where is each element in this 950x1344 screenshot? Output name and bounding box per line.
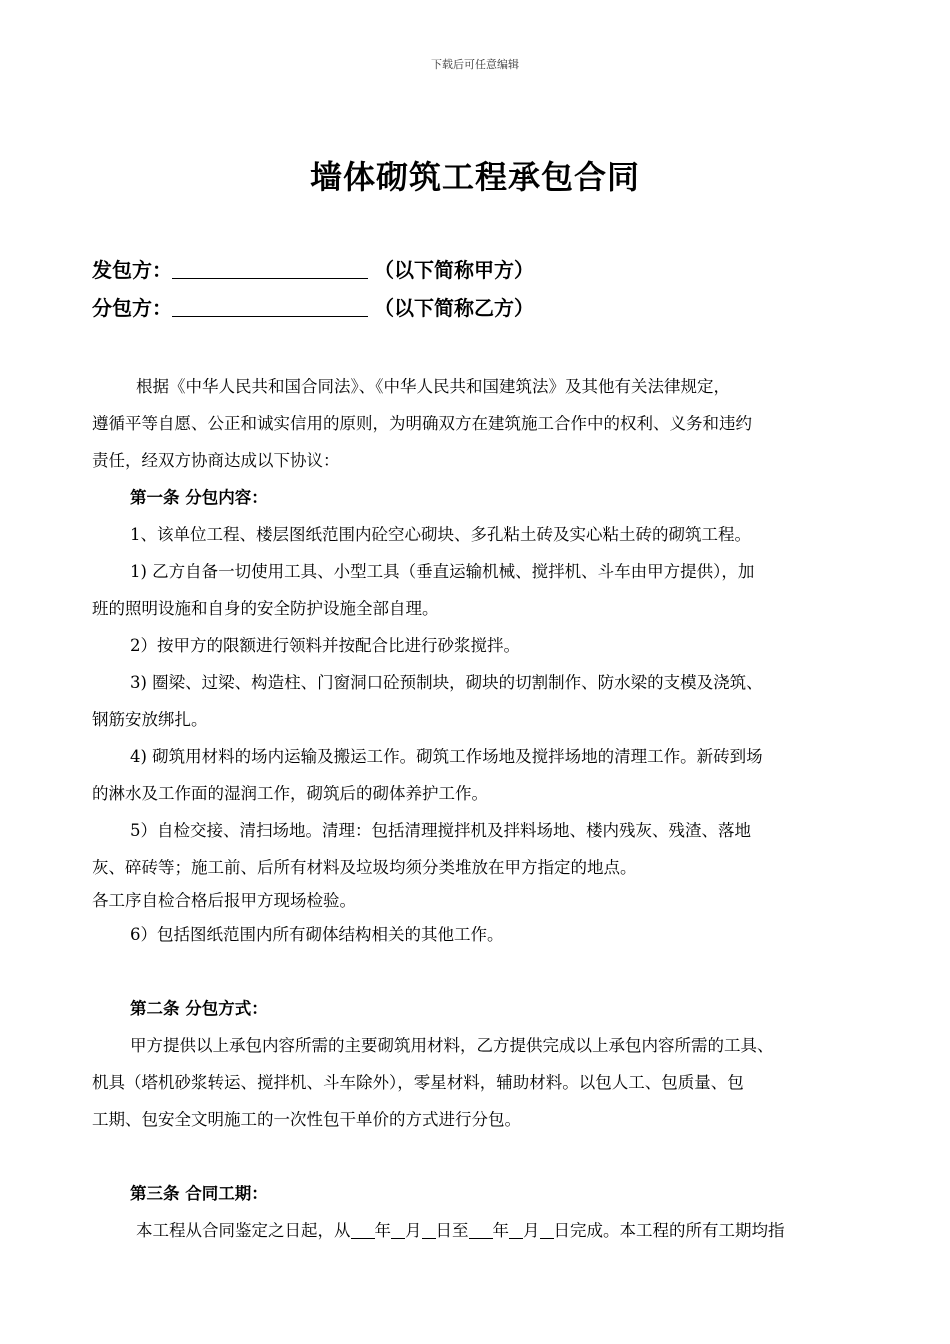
day-blank xyxy=(422,1222,436,1239)
party-a-suffix: （以下简称甲方） xyxy=(374,258,534,282)
party-a-line xyxy=(92,254,534,283)
article1-line: 班的照明设施和自身的安全防护设施全部自理。 xyxy=(92,599,439,618)
article2-line: 机具（塔机砂浆转运、搅拌机、斗车除外），零星材料，辅助材料。以包人工、包质量、包 xyxy=(92,1073,744,1092)
party-b-blank xyxy=(172,298,368,317)
article2-heading: 第二条 分包方式： xyxy=(130,999,268,1018)
article1-line: 4) 砌筑用材料的场内运输及搬运工作。砌筑工作场地及搅拌场地的清理工作。新砖到场 xyxy=(130,747,763,766)
spacer xyxy=(92,953,872,990)
article1-line: 的淋水及工作面的湿润工作，砌筑后的砌体养护工作。 xyxy=(92,784,488,803)
article1-line: 5）自检交接、清扫场地。清理：包括清理搅拌机及拌料场地、楼内残灰、残渣、落地 xyxy=(130,821,751,840)
spacer xyxy=(92,1138,872,1175)
contract-body xyxy=(92,368,872,1249)
month-blank xyxy=(509,1222,523,1239)
article2-line: 工期、包安全文明施工的一次性包干单价的方式进行分包。 xyxy=(92,1110,521,1129)
day-blank xyxy=(540,1222,554,1239)
article1-line: 钢筋安放绑扎。 xyxy=(92,710,208,729)
article1-line: 1、该单位工程、楼层图纸范围内砼空心砌块、多孔粘土砖及实心粘土砖的砌筑工程。 xyxy=(130,525,751,544)
article1-line: 灰、碎砖等；施工前、后所有材料及垃圾均须分类堆放在甲方指定的地点。 xyxy=(92,858,637,877)
article1-line: 2）按甲方的限额进行领料并按配合比进行砂浆搅拌。 xyxy=(130,636,520,655)
intro-line: 根据《中华人民共和国合同法》、《中华人民共和国建筑法》及其他有关法律规定， xyxy=(136,377,730,396)
party-b-suffix: （以下简称乙方） xyxy=(374,296,534,320)
article1-line: 1) 乙方自备一切使用工具、小型工具（垂直运输机械、搅拌机、斗车由甲方提供），加 xyxy=(130,562,755,581)
year-blank xyxy=(351,1222,375,1239)
article3-heading: 第三条 合同工期： xyxy=(130,1184,268,1203)
party-a-blank xyxy=(172,260,368,279)
intro-line: 遵循平等自愿、公正和诚实信用的原则，为明确双方在建筑施工合作中的权利、义务和违约 xyxy=(92,414,752,433)
party-b-label: 分包方： xyxy=(92,296,172,320)
article1-line: 6）包括图纸范围内所有砌体结构相关的其他工作。 xyxy=(130,925,504,944)
party-a-label: 发包方： xyxy=(92,258,172,282)
intro-line: 责任，经双方协商达成以下协议： xyxy=(92,451,340,470)
article2-line: 甲方提供以上承包内容所需的主要砌筑用材料，乙方提供完成以上承包内容所需的工具、 xyxy=(130,1036,774,1055)
article1-line: 各工序自检合格后报甲方现场检验。 xyxy=(92,891,356,910)
party-b-line xyxy=(92,292,534,321)
page-header-note: 下载后可任意编辑 xyxy=(431,58,519,71)
article3-line: 本工程从合同鉴定之日起，从 年 月 日至 年 月 日完成。本工程的所有工期均指 xyxy=(136,1221,785,1240)
article1-heading: 第一条 分包内容： xyxy=(130,488,268,507)
article1-line: 3) 圈梁、过梁、构造柱、门窗洞口砼预制块，砌块的切割制作、防水梁的支模及浇筑、 xyxy=(130,673,763,692)
contract-title: 墙体砌筑工程承包合同 xyxy=(309,158,640,196)
year-blank xyxy=(469,1222,493,1239)
month-blank xyxy=(391,1222,405,1239)
